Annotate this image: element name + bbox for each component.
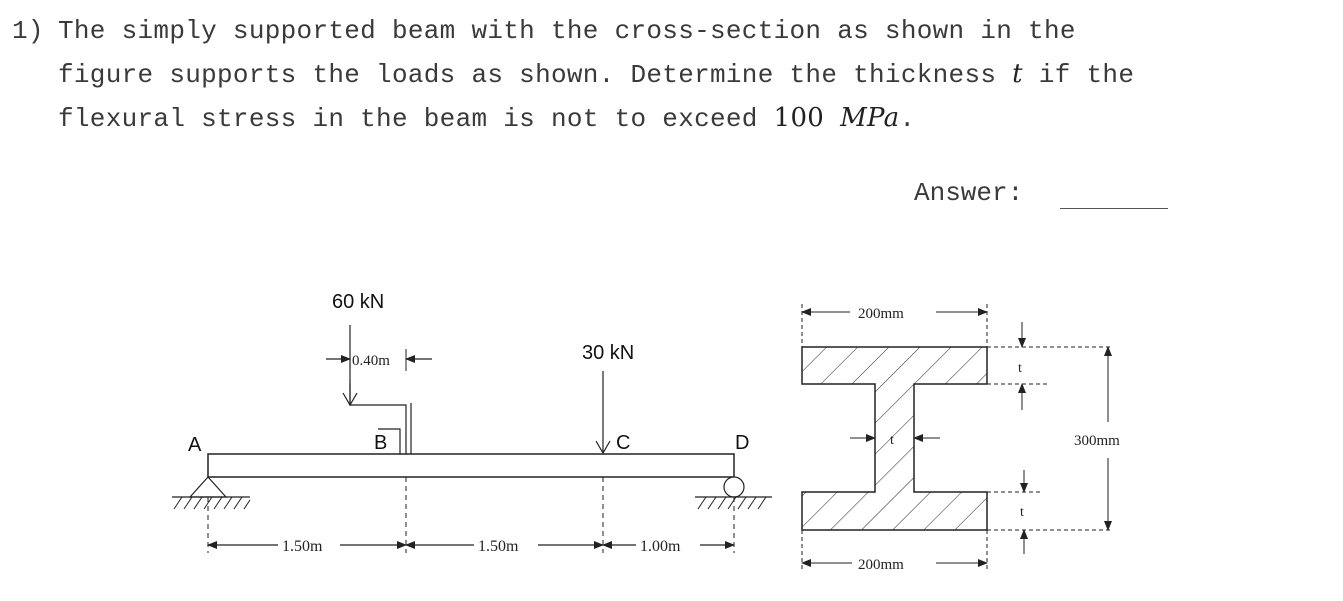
roller-support-d — [695, 477, 772, 509]
span-bc-label: 1.50m — [478, 538, 519, 555]
point-c-label: C — [616, 432, 631, 454]
problem-number: 1) — [12, 16, 44, 46]
problem-line-1: 1) The simply supported beam with the cross-section as shown in the — [12, 10, 1332, 53]
thickness-variable: t — [1012, 59, 1023, 89]
span-cd-label: 1.00m — [640, 538, 681, 555]
load-30kn-label: 30 kN — [582, 342, 635, 364]
answer-blank[interactable] — [1060, 208, 1168, 209]
stress-unit: MPa — [840, 103, 900, 133]
beam-body — [208, 454, 734, 477]
point-a-label: A — [188, 434, 202, 456]
cross-section-diagram — [790, 290, 1140, 580]
bottom-flange-thickness-label: t — [1020, 505, 1024, 520]
pin-support-a — [172, 477, 250, 509]
load-60kn-label: 60 kN — [332, 291, 385, 313]
top-width-label: 200mm — [858, 306, 904, 322]
problem-line-2: figure supports the loads as shown. Determine the thickness t if the — [58, 59, 1135, 90]
overall-height-label: 300mm — [1074, 433, 1120, 449]
problem-line-3: flexural stress in the beam is not to exceed 100 MPa. — [58, 103, 916, 134]
point-b-label: B — [374, 432, 388, 454]
answer-label: Answer: — [914, 178, 1024, 208]
i-beam-section — [802, 347, 987, 530]
point-d-label: D — [735, 432, 750, 454]
span-ab-label: 1.50m — [282, 538, 323, 555]
offset-0-40m-label: 0.40m — [352, 353, 390, 369]
top-flange-thickness-label: t — [1018, 361, 1022, 376]
problem-statement — [12, 10, 1332, 141]
bottom-width-label: 200mm — [858, 557, 904, 573]
stress-value: 100 — [773, 103, 825, 133]
web-thickness-label: t — [890, 433, 894, 448]
